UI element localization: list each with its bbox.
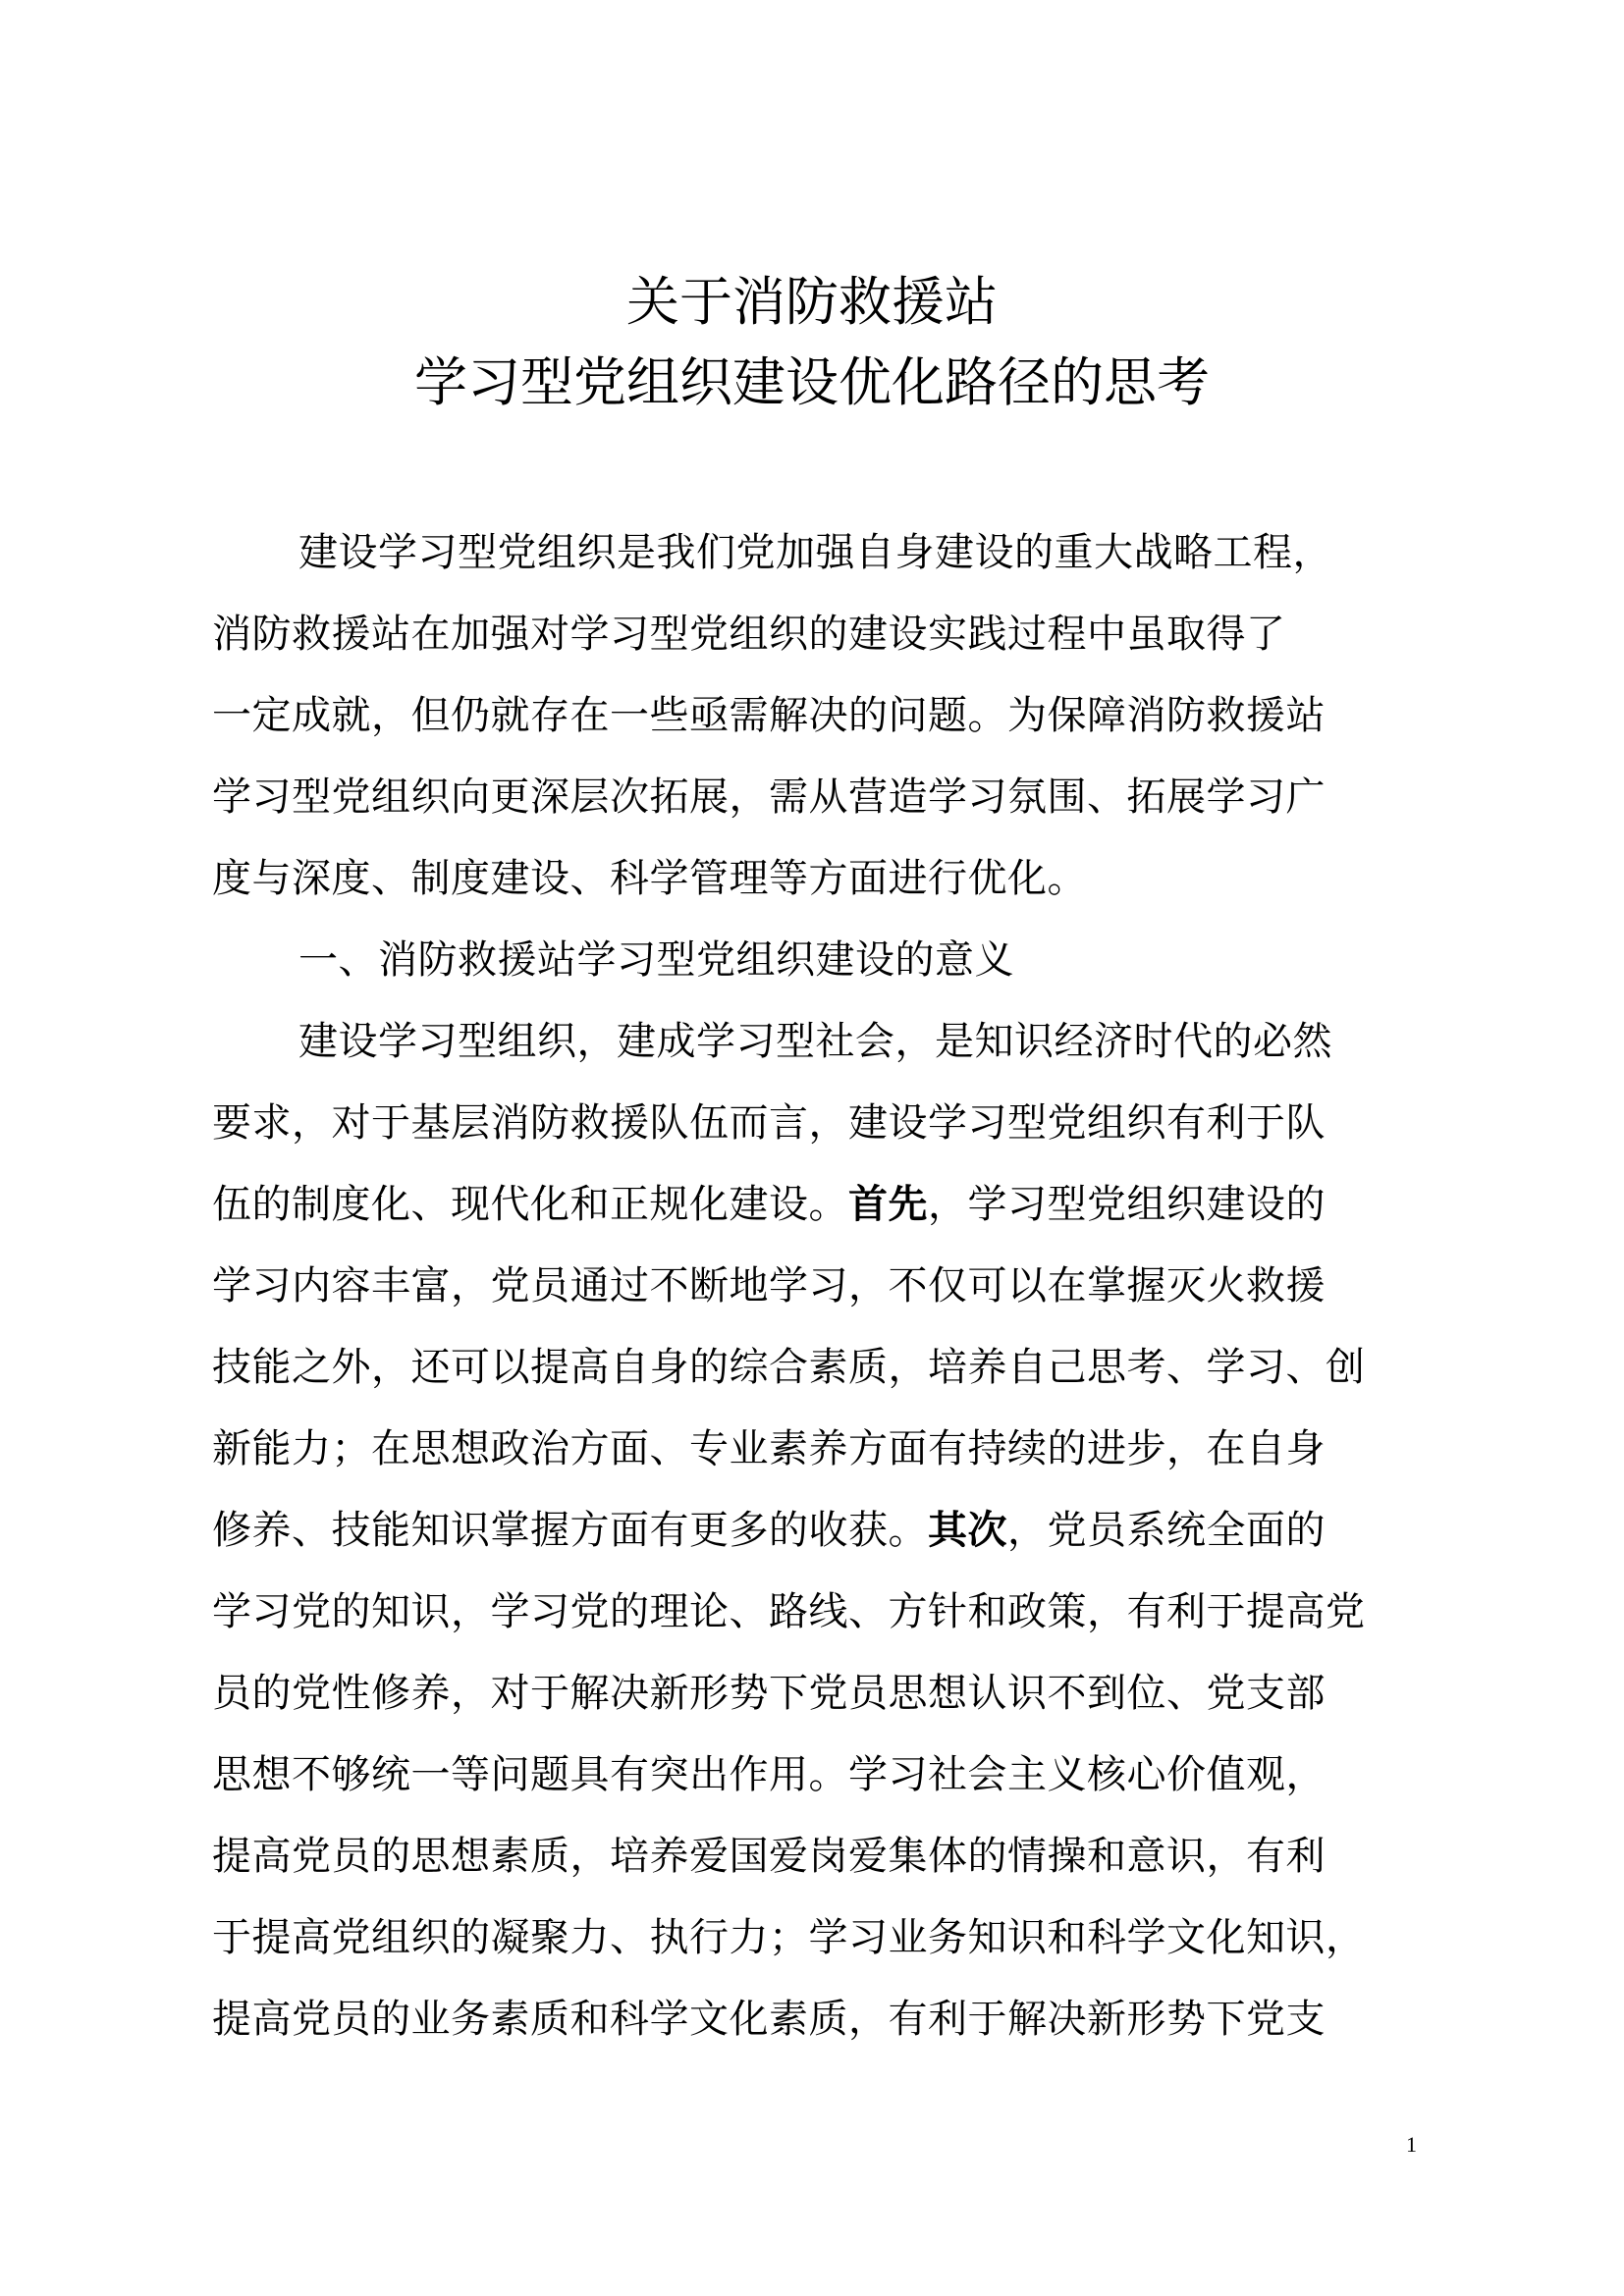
text-segment: 学习内容丰富，党员通过不断地学习，不仅可以在掌握灭火救援 xyxy=(212,1263,1326,1308)
paragraph-line xyxy=(212,1979,1449,2060)
paragraph-line xyxy=(212,1490,1449,1572)
text-segment: 于提高党组织的凝聚力、执行力；学习业务知识和科学文化知识， xyxy=(212,1915,1366,1960)
text-segment: ，党员系统全面的 xyxy=(1007,1508,1326,1553)
page-number: 1 xyxy=(1406,2132,1417,2157)
paragraph-line xyxy=(212,838,1449,920)
text-segment: 伍的制度化、现代化和正规化建设。 xyxy=(212,1182,848,1227)
bold-emphasis: 其次 xyxy=(928,1508,1007,1553)
text-segment: ，学习型党组织建设的 xyxy=(928,1182,1326,1227)
bold-emphasis: 首先 xyxy=(848,1182,928,1227)
paragraph-line xyxy=(212,1653,1449,1735)
text-segment: 提高党员的思想素质，培养爱国爱岗爱集体的情操和意识，有利 xyxy=(212,1834,1326,1879)
text-segment: 一定成就，但仍就存在一些亟需解决的问题。为保障消防救援站 xyxy=(212,693,1326,738)
title-line-1: 关于消防救援站 xyxy=(626,271,998,333)
paragraph-line xyxy=(212,1735,1449,1816)
paragraph-line xyxy=(212,1572,1449,1653)
text-segment: 学习党的知识，学习党的理论、路线、方针和政策，有利于提高党 xyxy=(212,1589,1366,1634)
paragraph-line xyxy=(212,1246,1449,1327)
paragraph-line xyxy=(212,757,1449,838)
paragraph-line xyxy=(212,512,1449,594)
text-segment: 度与深度、制度建设、科学管理等方面进行优化。 xyxy=(212,856,1087,901)
text-segment: 学习型党组织向更深层次拓展，需从营造学习氛围、拓展学习广 xyxy=(212,774,1326,820)
text-segment: 建设学习型党组织是我们党加强自身建设的重大战略工程， xyxy=(298,530,1332,575)
paragraph-line xyxy=(212,1409,1449,1490)
text-segment: 思想不够统一等问题具有突出作用。学习社会主义核心价值观， xyxy=(212,1752,1326,1797)
title-line-2: 学习型党组织建设优化路径的思考 xyxy=(414,351,1210,413)
paragraph-line xyxy=(212,594,1449,675)
text-segment: 消防救援站在加强对学习型党组织的建设实践过程中虽取得了 xyxy=(212,612,1286,657)
paragraph-line xyxy=(212,675,1449,757)
paragraph-line xyxy=(212,1897,1449,1979)
text-segment: 要求，对于基层消防救援队伍而言，建设学习型党组织有利于队 xyxy=(212,1100,1326,1146)
paragraph-line xyxy=(212,1327,1449,1409)
paragraph-line xyxy=(212,1816,1449,1897)
section-heading xyxy=(212,920,1449,1001)
text-segment: 一、消防救援站学习型党组织建设的意义 xyxy=(298,937,1014,983)
text-segment: 技能之外，还可以提高自身的综合素质，培养自己思考、学习、创 xyxy=(212,1345,1366,1390)
paragraph-line xyxy=(212,1164,1449,1246)
text-segment: 员的党性修养，对于解决新形势下党员思想认识不到位、党支部 xyxy=(212,1671,1326,1716)
body-text xyxy=(212,512,1449,2060)
text-segment: 修养、技能知识掌握方面有更多的收获。 xyxy=(212,1508,928,1553)
text-segment: 提高党员的业务素质和科学文化素质，有利于解决新形势下党支 xyxy=(212,1997,1326,2042)
paragraph-line xyxy=(212,1001,1449,1083)
text-segment: 新能力；在思想政治方面、专业素养方面有持续的进步，在自身 xyxy=(212,1426,1326,1471)
paragraph-line xyxy=(212,1083,1449,1164)
text-segment: 建设学习型组织，建成学习型社会，是知识经济时代的必然 xyxy=(298,1019,1332,1064)
